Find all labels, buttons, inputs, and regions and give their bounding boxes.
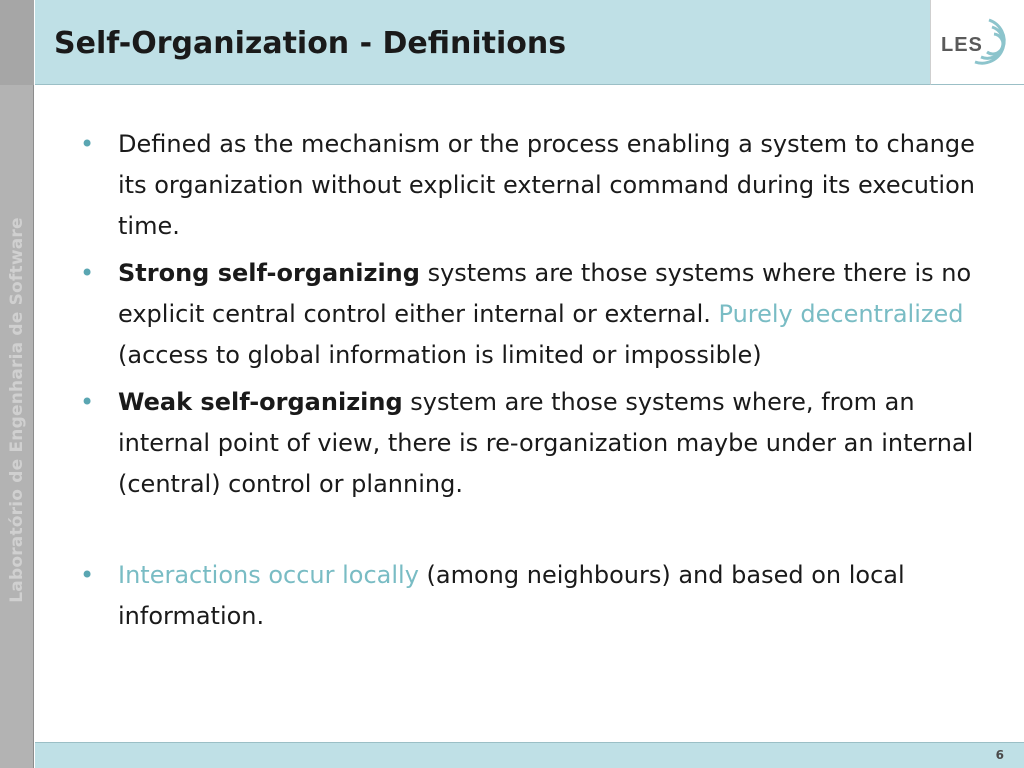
bullet-dot: • — [80, 259, 95, 287]
bullet-accent-text: Interactions occur locally — [118, 561, 419, 589]
left-sidebar-top-block — [0, 0, 34, 85]
bullet-dot: • — [80, 388, 95, 416]
bullet-bold-term: Strong self-organizing — [118, 259, 420, 287]
les-logo — [930, 0, 1024, 85]
footer-bar — [35, 742, 1024, 768]
bullet-strong-self-organizing — [80, 253, 1000, 376]
bullet-text-continued: (access to global information is limited or impossible) — [118, 341, 762, 369]
bullet-accent-text: Purely decentralized — [718, 300, 964, 328]
vertical-lab-name: Laboratório de Engenharia de Software — [7, 217, 27, 603]
bullet-bold-term: Weak self-organizing — [118, 388, 403, 416]
slide-body — [80, 124, 1000, 643]
left-sidebar-bar — [0, 0, 34, 768]
slide-title: Self-Organization - Definitions — [54, 26, 567, 61]
bullet-weak-self-organizing — [80, 382, 1000, 505]
bullet-text: system are those systems where, from an internal point of view, there is re-organization maybe under an internal (central) control or planning. — [118, 388, 974, 498]
bullet-text: (among neighbours) and based on local information. — [118, 561, 905, 630]
title-bar — [35, 0, 930, 85]
bullet-text: Defined as the mechanism or the process enabling a system to change its organization without explicit external command during its execution time. — [118, 130, 975, 240]
les-logo-text: LES — [941, 34, 983, 56]
bullet-definition — [80, 124, 1000, 247]
bullet-dot: • — [80, 561, 95, 589]
bullet-text: systems are those systems where there is no explicit central control either internal or external. — [118, 259, 972, 328]
bullet-local-interactions — [80, 555, 1000, 637]
les-logo-icon — [931, 0, 1024, 85]
page-number: 6 — [995, 748, 1004, 762]
bullet-dot: • — [80, 130, 95, 158]
